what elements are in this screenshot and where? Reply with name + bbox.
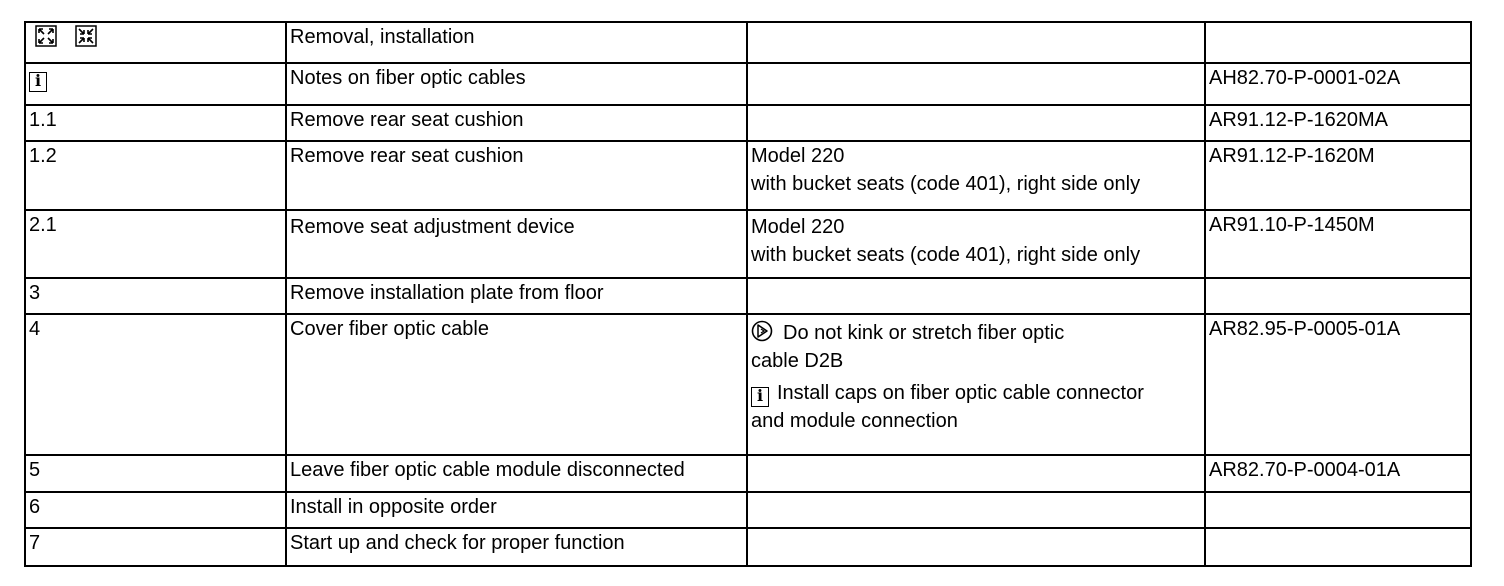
step-number: 6 — [29, 496, 41, 518]
description-cell — [286, 528, 747, 566]
description-cell — [286, 492, 747, 528]
table-row — [25, 455, 1471, 492]
table-row — [25, 63, 1471, 105]
notes-cell — [747, 492, 1205, 528]
step-cell — [25, 63, 286, 105]
table-row — [25, 141, 1471, 210]
notes-cell — [747, 528, 1205, 566]
description-text: Leave fiber optic cable module disconnected — [290, 459, 685, 481]
notes-cell — [747, 105, 1205, 141]
description-text: Remove rear seat cushion — [290, 109, 524, 131]
reference-cell — [1205, 22, 1471, 63]
step-cell — [25, 492, 286, 528]
step-number: 2.1 — [29, 214, 57, 236]
step-number: 4 — [29, 318, 41, 340]
step-cell — [25, 141, 286, 210]
reference-link[interactable]: AR82.95-P-0005-01A — [1209, 318, 1401, 340]
step-cell — [25, 278, 286, 314]
notes-cell — [747, 278, 1205, 314]
table-row — [25, 22, 1471, 63]
note-line: Model 220 — [751, 216, 845, 238]
step-cell — [25, 210, 286, 278]
notes-cell — [747, 455, 1205, 492]
table-row — [25, 528, 1471, 566]
description-text: Remove seat adjustment device — [290, 216, 575, 238]
description-text: Cover fiber optic cable — [290, 318, 489, 340]
step-number: 5 — [29, 459, 41, 481]
notes-cell — [747, 210, 1205, 278]
reference-cell — [1205, 210, 1471, 278]
step-cell — [25, 455, 286, 492]
caution-icon — [751, 320, 773, 342]
description-text: Removal, installation — [290, 26, 475, 48]
reference-cell — [1205, 492, 1471, 528]
note-line: with bucket seats (code 401), right side only — [751, 244, 1141, 266]
step-cell — [25, 22, 286, 63]
info-icon: i — [29, 72, 47, 92]
step-cell — [25, 528, 286, 566]
notes-cell — [747, 314, 1205, 455]
reference-link[interactable]: AH82.70-P-0001-02A — [1209, 67, 1401, 89]
caution-text: Do not kink or stretch fiber optic — [783, 322, 1065, 344]
note-line — [751, 379, 1201, 407]
step-number: 1.1 — [29, 109, 57, 131]
note-line: with bucket seats (code 401), right side only — [751, 173, 1141, 195]
reference-link[interactable]: AR91.12-P-1620MA — [1209, 109, 1388, 131]
step-cell — [25, 314, 286, 455]
description-cell — [286, 210, 747, 278]
description-text: Remove installation plate from floor — [290, 282, 604, 304]
table-row — [25, 210, 1471, 278]
description-cell — [286, 22, 747, 63]
notes-cell — [747, 22, 1205, 63]
notes-cell — [747, 63, 1205, 105]
description-cell — [286, 105, 747, 141]
info-text: Install caps on fiber optic cable connector — [777, 382, 1144, 404]
step-cell — [25, 105, 286, 141]
reference-cell — [1205, 314, 1471, 455]
note-line: cable D2B — [751, 350, 844, 372]
step-number: 3 — [29, 282, 41, 304]
table-row — [25, 278, 1471, 314]
table-row — [25, 314, 1471, 455]
description-text: Install in opposite order — [290, 496, 497, 518]
description-text: Start up and check for proper function — [290, 532, 625, 554]
note-line: Model 220 — [751, 145, 845, 167]
step-number: 1.2 — [29, 145, 57, 167]
reference-link[interactable]: AR82.70-P-0004-01A — [1209, 459, 1401, 481]
expand-arrows-icon — [35, 25, 57, 47]
note-line — [751, 319, 1201, 347]
reference-cell — [1205, 528, 1471, 566]
description-cell — [286, 63, 747, 105]
note-line: and module connection — [751, 410, 958, 432]
description-cell — [286, 314, 747, 455]
reference-link[interactable]: AR91.10-P-1450M — [1209, 214, 1375, 236]
description-text: Remove rear seat cushion — [290, 145, 524, 167]
reference-cell — [1205, 63, 1471, 105]
description-cell — [286, 455, 747, 492]
table-row — [25, 492, 1471, 528]
reference-cell — [1205, 455, 1471, 492]
table-row — [25, 105, 1471, 141]
collapse-arrows-icon — [75, 25, 97, 47]
procedure-table — [24, 21, 1472, 567]
reference-link[interactable]: AR91.12-P-1620M — [1209, 145, 1375, 167]
description-text: Notes on fiber optic cables — [290, 67, 526, 89]
step-number: 7 — [29, 532, 41, 554]
reference-cell — [1205, 105, 1471, 141]
description-cell — [286, 278, 747, 314]
info-icon: i — [751, 387, 769, 407]
reference-cell — [1205, 278, 1471, 314]
description-cell — [286, 141, 747, 210]
notes-cell — [747, 141, 1205, 210]
reference-cell — [1205, 141, 1471, 210]
